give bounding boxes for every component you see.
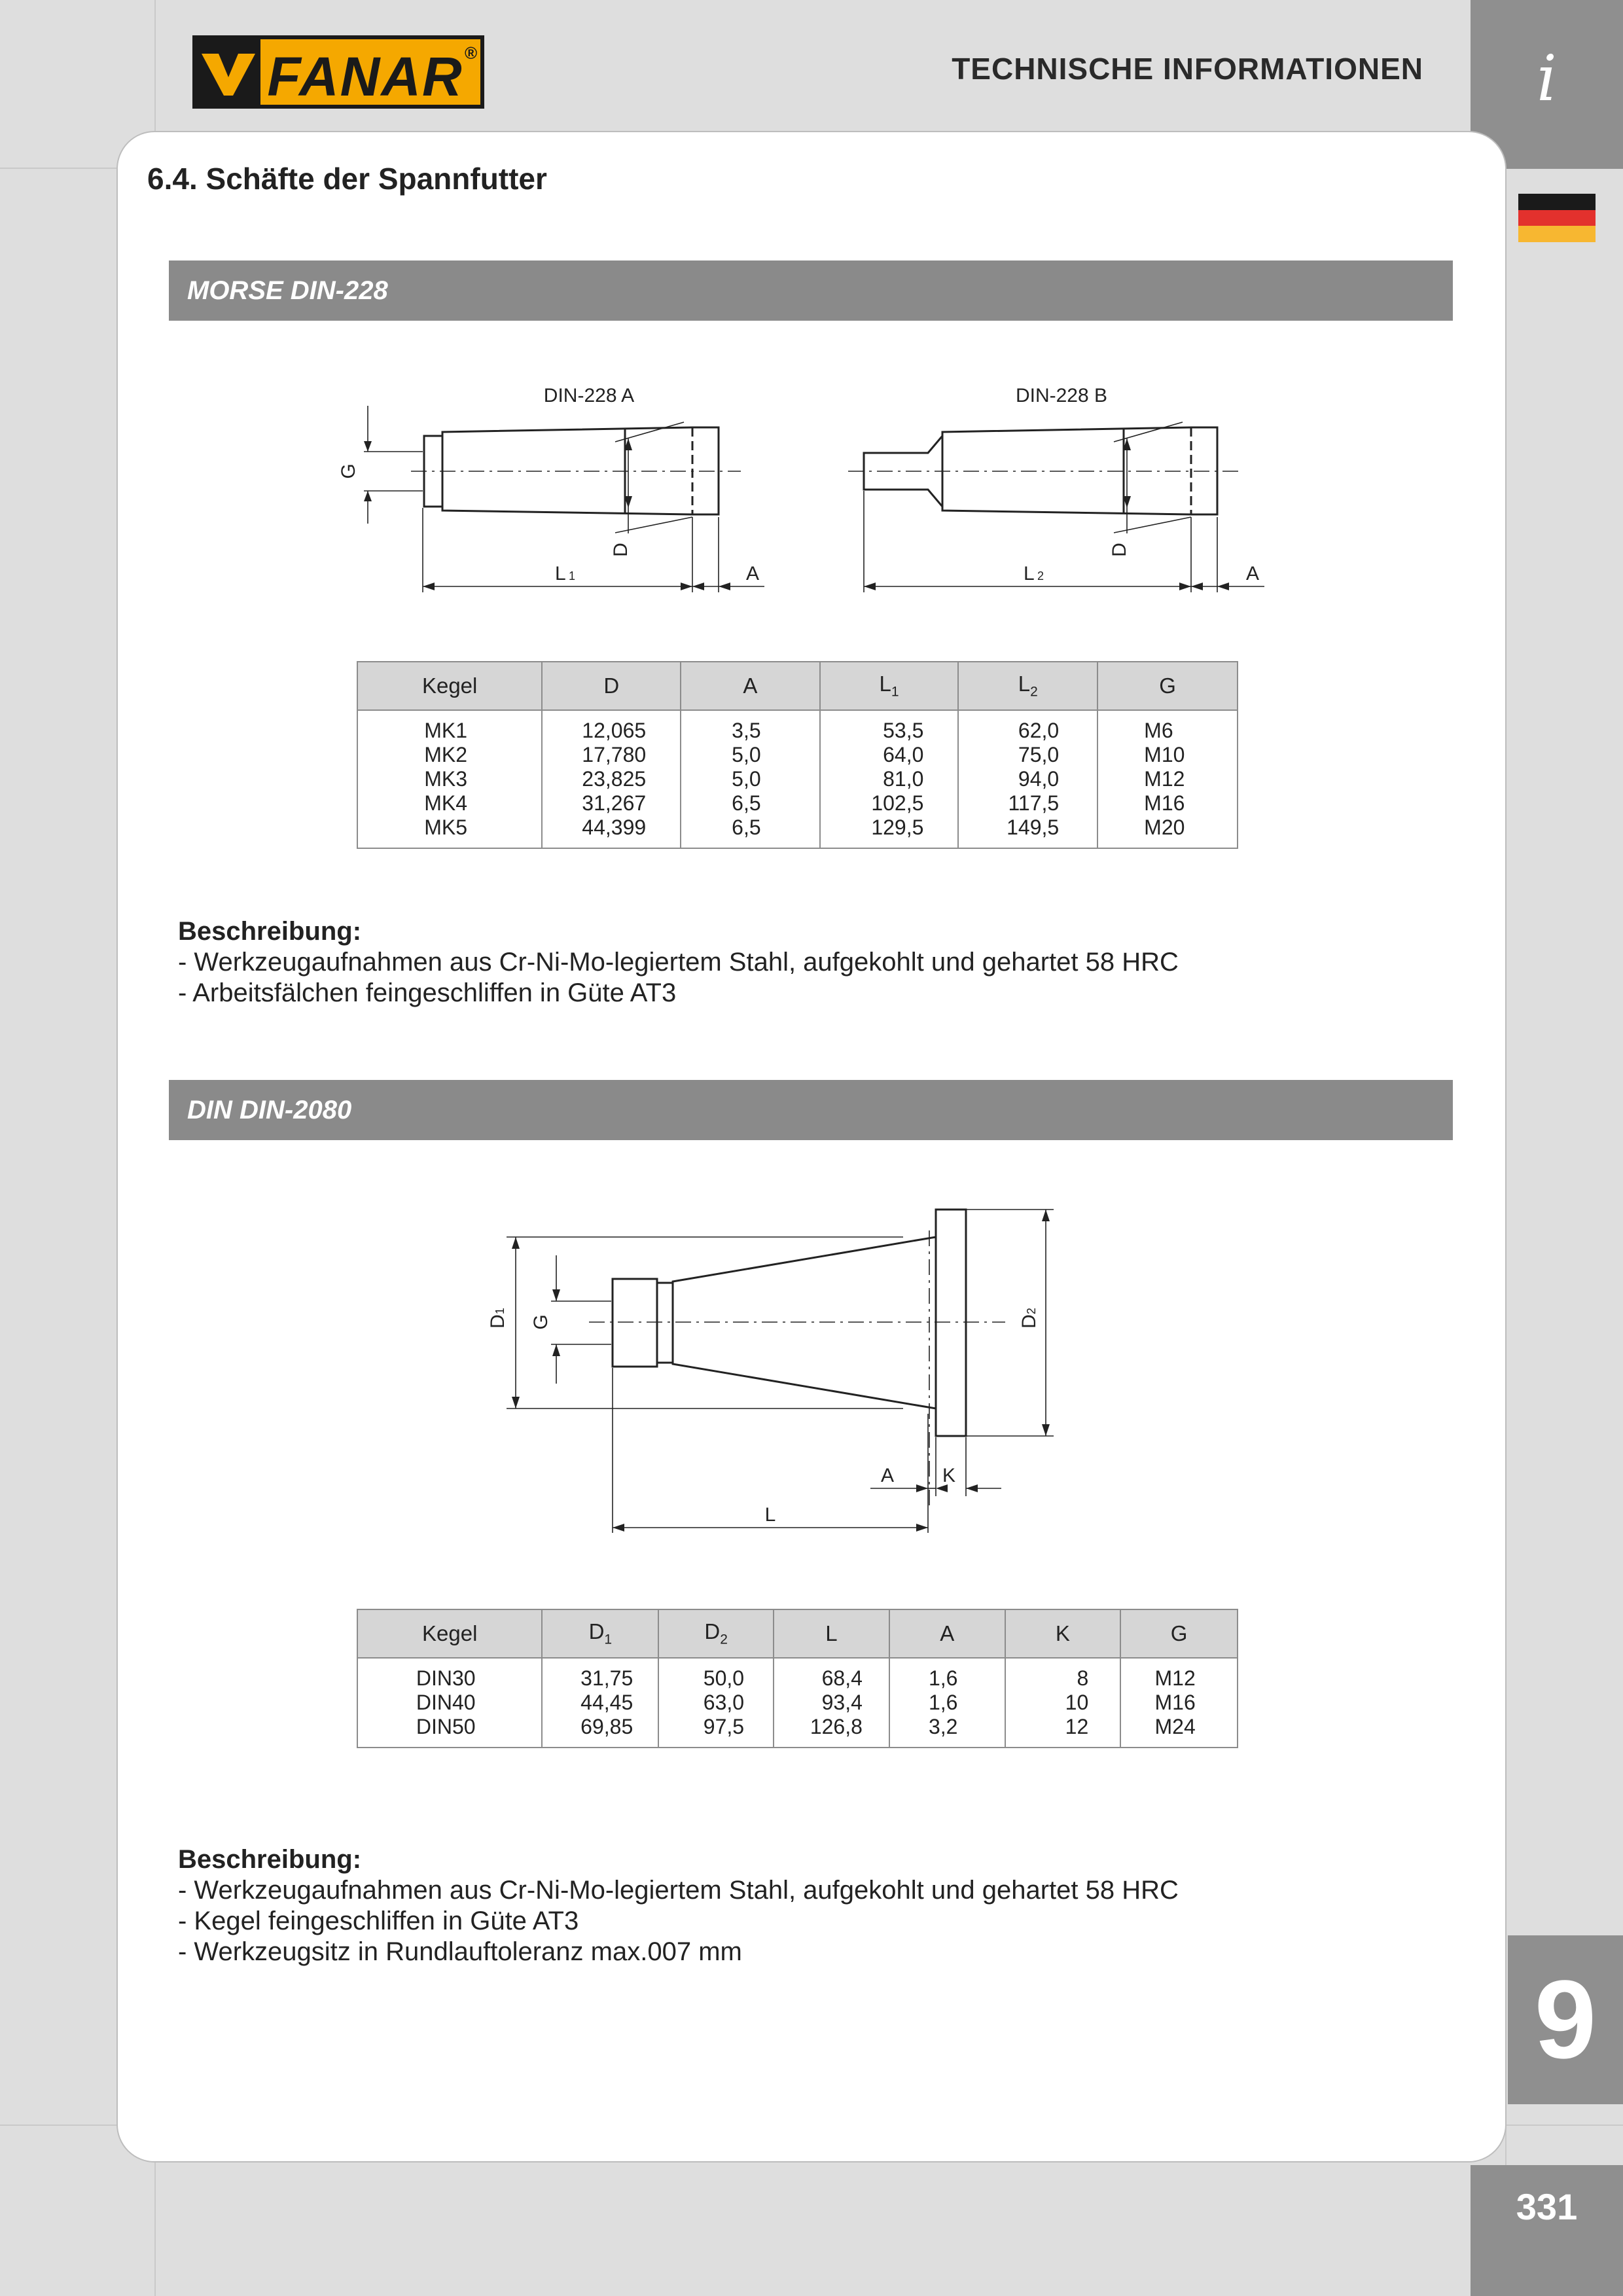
cell-d2: 50,0 63,0 97,5 bbox=[658, 1658, 774, 1748]
flag-stripe-gold bbox=[1518, 226, 1596, 242]
col-header: G bbox=[1097, 662, 1238, 710]
flag-stripe-black bbox=[1518, 194, 1596, 210]
table-row bbox=[357, 710, 1238, 848]
page-number: 331 bbox=[1516, 2186, 1578, 2227]
cell-l1: 53,5 64,0 81,0 102,5 129,5 bbox=[820, 710, 959, 848]
morse-description bbox=[178, 916, 1179, 1009]
cell-kegel: DIN30 DIN40 DIN50 bbox=[357, 1658, 542, 1748]
section-bar-morse: MORSE DIN-228 bbox=[169, 260, 1453, 321]
cell-l2: 62,0 75,0 94,0 117,5 149,5 bbox=[958, 710, 1097, 848]
cell-a: 1,6 1,6 3,2 bbox=[889, 1658, 1005, 1748]
fanar-logo bbox=[192, 35, 484, 109]
dim-label-l2: L bbox=[1024, 563, 1035, 584]
col-header: L bbox=[774, 1609, 889, 1658]
logo-text: FANAR bbox=[267, 46, 463, 107]
cell-d1: 31,75 44,45 69,85 bbox=[542, 1658, 658, 1748]
dim-label-l1: L bbox=[555, 563, 566, 584]
cell-k: 8 10 12 bbox=[1005, 1658, 1121, 1748]
cell-g: M12 M16 M24 bbox=[1120, 1658, 1238, 1748]
dim-label-d: D bbox=[1109, 543, 1130, 557]
dim-label-l: L bbox=[764, 1504, 776, 1526]
col-header: $D_1$ bbox=[542, 1609, 658, 1658]
chapter-tab: 9 bbox=[1508, 1935, 1623, 2104]
section-bar-din: DIN DIN-2080 bbox=[169, 1080, 1453, 1140]
cell-g: M6 M10 M12 M16 M20 bbox=[1097, 710, 1238, 848]
dim-label-k: K bbox=[942, 1465, 956, 1486]
page-title: 6.4. Schäfte der Spannfutter bbox=[147, 162, 547, 196]
morse-shank-drawing bbox=[314, 367, 1309, 615]
col-header: $D_2$ bbox=[658, 1609, 774, 1658]
dim-label-g: G bbox=[530, 1314, 552, 1330]
cell-a: 3,5 5,0 5,0 6,5 6,5 bbox=[681, 710, 820, 848]
description-line: - Werkzeugsitz in Rundlauftoleranz max.007 mm bbox=[178, 1937, 742, 1966]
description-heading: Beschreibung: bbox=[178, 1845, 362, 1874]
dim-label-a: A bbox=[1246, 563, 1260, 584]
col-header: D bbox=[542, 662, 681, 710]
description-heading: Beschreibung: bbox=[178, 917, 362, 946]
dim-label-a: A bbox=[880, 1465, 895, 1486]
description-line: - Werkzeugaufnahmen aus Cr-Ni-Mo-legiertem Stahl, aufgekohlt und gehartet 58 HRC bbox=[178, 1876, 1179, 1905]
germany-flag-icon bbox=[1518, 194, 1596, 242]
cell-l: 68,4 93,4 126,8 bbox=[774, 1658, 889, 1748]
din-spec-table bbox=[357, 1609, 1238, 1748]
description-line: - Werkzeugaufnahmen aus Cr-Ni-Mo-legiertem Stahl, aufgekohlt und gehartet 58 HRC bbox=[178, 948, 1179, 977]
table-row bbox=[357, 1658, 1238, 1748]
cell-kegel: MK1 MK2 MK3 MK4 MK5 bbox=[357, 710, 542, 848]
dim-label-d1: D1 bbox=[487, 1308, 508, 1329]
din-shank-drawing bbox=[458, 1191, 1086, 1545]
dim-label-d: D bbox=[610, 543, 632, 557]
dim-label-d2: D2 bbox=[1018, 1308, 1040, 1329]
col-header: K bbox=[1005, 1609, 1121, 1658]
col-header: $L_2$ bbox=[958, 662, 1097, 710]
dim-label-l1-sub: 1 bbox=[569, 569, 576, 583]
col-header: A bbox=[681, 662, 820, 710]
dim-label-g: G bbox=[338, 463, 359, 479]
label-din-228-b: DIN-228 B bbox=[1015, 385, 1108, 406]
col-header: Kegel bbox=[357, 662, 542, 710]
label-din-228-a: DIN-228 A bbox=[543, 385, 635, 406]
col-header: A bbox=[889, 1609, 1005, 1658]
description-line: - Kegel feingeschliffen in Güte AT3 bbox=[178, 1907, 579, 1935]
col-header: G bbox=[1120, 1609, 1238, 1658]
info-icon: i bbox=[1537, 42, 1557, 115]
dim-label-l2-sub: 2 bbox=[1037, 569, 1044, 583]
din-description bbox=[178, 1844, 1179, 1967]
morse-spec-table bbox=[357, 661, 1238, 849]
col-header: $L_1$ bbox=[820, 662, 959, 710]
description-line: - Arbeitsfälchen feingeschliffen in Güte AT3 bbox=[178, 978, 677, 1007]
flag-stripe-red bbox=[1518, 210, 1596, 226]
logo-registered-mark: ® bbox=[465, 43, 478, 63]
header-title: TECHNISCHE INFORMATIONEN bbox=[952, 52, 1423, 86]
dim-label-a: A bbox=[746, 563, 760, 584]
col-header: Kegel bbox=[357, 1609, 542, 1658]
cell-d: 12,065 17,780 23,825 31,267 44,399 bbox=[542, 710, 681, 848]
